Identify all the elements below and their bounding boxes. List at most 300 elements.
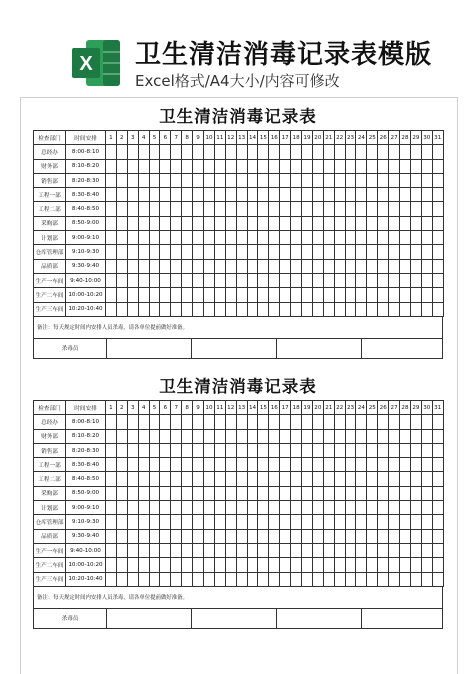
- day-check-cell[interactable]: [258, 302, 269, 316]
- day-check-cell[interactable]: [323, 429, 334, 443]
- day-check-cell[interactable]: [334, 529, 345, 543]
- day-check-cell[interactable]: [378, 472, 389, 486]
- day-check-cell[interactable]: [400, 543, 411, 557]
- day-check-cell[interactable]: [258, 443, 269, 457]
- day-check-cell[interactable]: [204, 515, 215, 529]
- day-check-cell[interactable]: [193, 515, 204, 529]
- day-check-cell[interactable]: [269, 202, 280, 216]
- day-check-cell[interactable]: [421, 558, 432, 572]
- day-check-cell[interactable]: [116, 159, 127, 173]
- day-check-cell[interactable]: [323, 145, 334, 159]
- day-check-cell[interactable]: [432, 486, 443, 500]
- day-check-cell[interactable]: [400, 288, 411, 302]
- day-check-cell[interactable]: [291, 245, 302, 259]
- day-check-cell[interactable]: [258, 231, 269, 245]
- day-check-cell[interactable]: [127, 145, 138, 159]
- day-check-cell[interactable]: [204, 558, 215, 572]
- day-check-cell[interactable]: [225, 558, 236, 572]
- day-check-cell[interactable]: [193, 273, 204, 287]
- day-check-cell[interactable]: [182, 202, 193, 216]
- day-check-cell[interactable]: [312, 558, 323, 572]
- day-check-cell[interactable]: [334, 188, 345, 202]
- day-check-cell[interactable]: [334, 145, 345, 159]
- day-check-cell[interactable]: [106, 273, 117, 287]
- day-check-cell[interactable]: [367, 188, 378, 202]
- day-check-cell[interactable]: [302, 443, 313, 457]
- day-check-cell[interactable]: [400, 259, 411, 273]
- day-check-cell[interactable]: [171, 515, 182, 529]
- day-check-cell[interactable]: [193, 572, 204, 586]
- day-check-cell[interactable]: [400, 486, 411, 500]
- day-check-cell[interactable]: [106, 515, 117, 529]
- day-check-cell[interactable]: [410, 458, 421, 472]
- day-check-cell[interactable]: [116, 529, 127, 543]
- day-check-cell[interactable]: [378, 486, 389, 500]
- day-check-cell[interactable]: [269, 415, 280, 429]
- day-check-cell[interactable]: [280, 245, 291, 259]
- day-check-cell[interactable]: [204, 501, 215, 515]
- day-check-cell[interactable]: [116, 302, 127, 316]
- day-check-cell[interactable]: [204, 145, 215, 159]
- day-check-cell[interactable]: [127, 159, 138, 173]
- day-check-cell[interactable]: [269, 515, 280, 529]
- day-check-cell[interactable]: [312, 216, 323, 230]
- day-check-cell[interactable]: [106, 501, 117, 515]
- day-check-cell[interactable]: [291, 429, 302, 443]
- day-check-cell[interactable]: [214, 472, 225, 486]
- day-check-cell[interactable]: [269, 458, 280, 472]
- day-check-cell[interactable]: [138, 173, 149, 187]
- day-check-cell[interactable]: [410, 273, 421, 287]
- day-check-cell[interactable]: [204, 486, 215, 500]
- day-check-cell[interactable]: [138, 443, 149, 457]
- day-check-cell[interactable]: [356, 501, 367, 515]
- day-check-cell[interactable]: [367, 288, 378, 302]
- day-check-cell[interactable]: [116, 572, 127, 586]
- day-check-cell[interactable]: [247, 415, 258, 429]
- day-check-cell[interactable]: [247, 501, 258, 515]
- day-check-cell[interactable]: [258, 159, 269, 173]
- day-check-cell[interactable]: [312, 443, 323, 457]
- day-check-cell[interactable]: [312, 231, 323, 245]
- day-check-cell[interactable]: [106, 259, 117, 273]
- day-check-cell[interactable]: [400, 458, 411, 472]
- day-check-cell[interactable]: [269, 245, 280, 259]
- day-check-cell[interactable]: [323, 472, 334, 486]
- day-check-cell[interactable]: [345, 415, 356, 429]
- day-check-cell[interactable]: [400, 159, 411, 173]
- day-check-cell[interactable]: [432, 429, 443, 443]
- day-check-cell[interactable]: [378, 273, 389, 287]
- day-check-cell[interactable]: [280, 486, 291, 500]
- day-check-cell[interactable]: [421, 245, 432, 259]
- day-check-cell[interactable]: [214, 572, 225, 586]
- day-check-cell[interactable]: [149, 443, 160, 457]
- day-check-cell[interactable]: [116, 188, 127, 202]
- day-check-cell[interactable]: [106, 202, 117, 216]
- day-check-cell[interactable]: [389, 259, 400, 273]
- day-check-cell[interactable]: [182, 572, 193, 586]
- day-check-cell[interactable]: [171, 558, 182, 572]
- day-check-cell[interactable]: [345, 472, 356, 486]
- day-check-cell[interactable]: [280, 173, 291, 187]
- day-check-cell[interactable]: [236, 472, 247, 486]
- day-check-cell[interactable]: [367, 472, 378, 486]
- day-check-cell[interactable]: [356, 202, 367, 216]
- day-check-cell[interactable]: [421, 288, 432, 302]
- day-check-cell[interactable]: [432, 302, 443, 316]
- day-check-cell[interactable]: [356, 558, 367, 572]
- day-check-cell[interactable]: [247, 245, 258, 259]
- day-check-cell[interactable]: [334, 501, 345, 515]
- day-check-cell[interactable]: [247, 472, 258, 486]
- day-check-cell[interactable]: [149, 245, 160, 259]
- day-check-cell[interactable]: [367, 202, 378, 216]
- day-check-cell[interactable]: [138, 529, 149, 543]
- day-check-cell[interactable]: [421, 273, 432, 287]
- day-check-cell[interactable]: [225, 188, 236, 202]
- day-check-cell[interactable]: [410, 558, 421, 572]
- day-check-cell[interactable]: [138, 458, 149, 472]
- day-check-cell[interactable]: [432, 543, 443, 557]
- day-check-cell[interactable]: [356, 288, 367, 302]
- day-check-cell[interactable]: [269, 173, 280, 187]
- day-check-cell[interactable]: [182, 558, 193, 572]
- day-check-cell[interactable]: [116, 443, 127, 457]
- day-check-cell[interactable]: [236, 273, 247, 287]
- day-check-cell[interactable]: [291, 415, 302, 429]
- day-check-cell[interactable]: [149, 543, 160, 557]
- day-check-cell[interactable]: [334, 486, 345, 500]
- day-check-cell[interactable]: [182, 216, 193, 230]
- day-check-cell[interactable]: [214, 515, 225, 529]
- day-check-cell[interactable]: [236, 529, 247, 543]
- day-check-cell[interactable]: [236, 231, 247, 245]
- day-check-cell[interactable]: [214, 458, 225, 472]
- day-check-cell[interactable]: [269, 231, 280, 245]
- day-check-cell[interactable]: [291, 558, 302, 572]
- day-check-cell[interactable]: [280, 429, 291, 443]
- day-check-cell[interactable]: [116, 273, 127, 287]
- day-check-cell[interactable]: [258, 472, 269, 486]
- day-check-cell[interactable]: [345, 173, 356, 187]
- day-check-cell[interactable]: [225, 529, 236, 543]
- day-check-cell[interactable]: [182, 515, 193, 529]
- day-check-cell[interactable]: [421, 216, 432, 230]
- day-check-cell[interactable]: [280, 415, 291, 429]
- day-check-cell[interactable]: [236, 145, 247, 159]
- day-check-cell[interactable]: [138, 288, 149, 302]
- day-check-cell[interactable]: [214, 216, 225, 230]
- day-check-cell[interactable]: [225, 572, 236, 586]
- day-check-cell[interactable]: [193, 245, 204, 259]
- day-check-cell[interactable]: [323, 458, 334, 472]
- day-check-cell[interactable]: [106, 529, 117, 543]
- day-check-cell[interactable]: [214, 302, 225, 316]
- day-check-cell[interactable]: [345, 572, 356, 586]
- day-check-cell[interactable]: [356, 188, 367, 202]
- day-check-cell[interactable]: [280, 145, 291, 159]
- day-check-cell[interactable]: [421, 173, 432, 187]
- day-check-cell[interactable]: [421, 486, 432, 500]
- day-check-cell[interactable]: [214, 543, 225, 557]
- day-check-cell[interactable]: [432, 173, 443, 187]
- day-check-cell[interactable]: [214, 273, 225, 287]
- day-check-cell[interactable]: [323, 259, 334, 273]
- day-check-cell[interactable]: [302, 188, 313, 202]
- day-check-cell[interactable]: [269, 302, 280, 316]
- day-check-cell[interactable]: [432, 458, 443, 472]
- day-check-cell[interactable]: [323, 515, 334, 529]
- day-check-cell[interactable]: [160, 558, 171, 572]
- day-check-cell[interactable]: [280, 302, 291, 316]
- day-check-cell[interactable]: [106, 486, 117, 500]
- day-check-cell[interactable]: [204, 529, 215, 543]
- day-check-cell[interactable]: [378, 543, 389, 557]
- day-check-cell[interactable]: [116, 543, 127, 557]
- day-check-cell[interactable]: [149, 472, 160, 486]
- day-check-cell[interactable]: [291, 501, 302, 515]
- day-check-cell[interactable]: [258, 288, 269, 302]
- day-check-cell[interactable]: [302, 572, 313, 586]
- day-check-cell[interactable]: [193, 159, 204, 173]
- day-check-cell[interactable]: [138, 216, 149, 230]
- day-check-cell[interactable]: [302, 486, 313, 500]
- day-check-cell[interactable]: [204, 188, 215, 202]
- day-check-cell[interactable]: [225, 429, 236, 443]
- day-check-cell[interactable]: [204, 216, 215, 230]
- day-check-cell[interactable]: [225, 231, 236, 245]
- day-check-cell[interactable]: [149, 529, 160, 543]
- day-check-cell[interactable]: [367, 458, 378, 472]
- day-check-cell[interactable]: [236, 558, 247, 572]
- day-check-cell[interactable]: [367, 558, 378, 572]
- day-check-cell[interactable]: [432, 501, 443, 515]
- day-check-cell[interactable]: [106, 245, 117, 259]
- day-check-cell[interactable]: [204, 429, 215, 443]
- day-check-cell[interactable]: [334, 173, 345, 187]
- day-check-cell[interactable]: [400, 558, 411, 572]
- day-check-cell[interactable]: [106, 159, 117, 173]
- day-check-cell[interactable]: [323, 216, 334, 230]
- day-check-cell[interactable]: [106, 173, 117, 187]
- day-check-cell[interactable]: [312, 543, 323, 557]
- day-check-cell[interactable]: [160, 145, 171, 159]
- day-check-cell[interactable]: [389, 472, 400, 486]
- day-check-cell[interactable]: [116, 173, 127, 187]
- day-check-cell[interactable]: [127, 443, 138, 457]
- day-check-cell[interactable]: [389, 443, 400, 457]
- day-check-cell[interactable]: [182, 443, 193, 457]
- day-check-cell[interactable]: [280, 273, 291, 287]
- day-check-cell[interactable]: [127, 273, 138, 287]
- day-check-cell[interactable]: [345, 501, 356, 515]
- day-check-cell[interactable]: [247, 159, 258, 173]
- day-check-cell[interactable]: [149, 458, 160, 472]
- day-check-cell[interactable]: [334, 288, 345, 302]
- day-check-cell[interactable]: [432, 288, 443, 302]
- day-check-cell[interactable]: [138, 273, 149, 287]
- day-check-cell[interactable]: [225, 515, 236, 529]
- day-check-cell[interactable]: [193, 458, 204, 472]
- day-check-cell[interactable]: [127, 529, 138, 543]
- day-check-cell[interactable]: [247, 173, 258, 187]
- day-check-cell[interactable]: [193, 231, 204, 245]
- day-check-cell[interactable]: [356, 159, 367, 173]
- day-check-cell[interactable]: [116, 429, 127, 443]
- day-check-cell[interactable]: [432, 273, 443, 287]
- day-check-cell[interactable]: [171, 188, 182, 202]
- day-check-cell[interactable]: [280, 202, 291, 216]
- day-check-cell[interactable]: [400, 202, 411, 216]
- day-check-cell[interactable]: [323, 543, 334, 557]
- day-check-cell[interactable]: [356, 515, 367, 529]
- day-check-cell[interactable]: [269, 429, 280, 443]
- day-check-cell[interactable]: [171, 145, 182, 159]
- day-check-cell[interactable]: [269, 443, 280, 457]
- day-check-cell[interactable]: [410, 443, 421, 457]
- day-check-cell[interactable]: [367, 259, 378, 273]
- day-check-cell[interactable]: [160, 159, 171, 173]
- day-check-cell[interactable]: [116, 245, 127, 259]
- day-check-cell[interactable]: [334, 515, 345, 529]
- day-check-cell[interactable]: [160, 288, 171, 302]
- day-check-cell[interactable]: [214, 188, 225, 202]
- day-check-cell[interactable]: [410, 288, 421, 302]
- day-check-cell[interactable]: [138, 472, 149, 486]
- day-check-cell[interactable]: [106, 231, 117, 245]
- day-check-cell[interactable]: [378, 231, 389, 245]
- day-check-cell[interactable]: [421, 501, 432, 515]
- day-check-cell[interactable]: [258, 486, 269, 500]
- day-check-cell[interactable]: [127, 173, 138, 187]
- day-check-cell[interactable]: [378, 202, 389, 216]
- day-check-cell[interactable]: [106, 572, 117, 586]
- day-check-cell[interactable]: [214, 443, 225, 457]
- day-check-cell[interactable]: [204, 415, 215, 429]
- day-check-cell[interactable]: [432, 472, 443, 486]
- day-check-cell[interactable]: [345, 543, 356, 557]
- day-check-cell[interactable]: [236, 159, 247, 173]
- day-check-cell[interactable]: [160, 472, 171, 486]
- day-check-cell[interactable]: [225, 472, 236, 486]
- day-check-cell[interactable]: [421, 429, 432, 443]
- day-check-cell[interactable]: [106, 472, 117, 486]
- day-check-cell[interactable]: [138, 501, 149, 515]
- day-check-cell[interactable]: [302, 458, 313, 472]
- day-check-cell[interactable]: [116, 288, 127, 302]
- day-check-cell[interactable]: [421, 259, 432, 273]
- day-check-cell[interactable]: [258, 273, 269, 287]
- day-check-cell[interactable]: [356, 443, 367, 457]
- day-check-cell[interactable]: [182, 458, 193, 472]
- day-check-cell[interactable]: [138, 259, 149, 273]
- day-check-cell[interactable]: [312, 429, 323, 443]
- day-check-cell[interactable]: [106, 145, 117, 159]
- day-check-cell[interactable]: [269, 159, 280, 173]
- day-check-cell[interactable]: [171, 173, 182, 187]
- day-check-cell[interactable]: [291, 472, 302, 486]
- day-check-cell[interactable]: [160, 173, 171, 187]
- day-check-cell[interactable]: [356, 429, 367, 443]
- day-check-cell[interactable]: [171, 231, 182, 245]
- day-check-cell[interactable]: [291, 572, 302, 586]
- day-check-cell[interactable]: [389, 188, 400, 202]
- day-check-cell[interactable]: [106, 558, 117, 572]
- day-check-cell[interactable]: [367, 159, 378, 173]
- day-check-cell[interactable]: [160, 543, 171, 557]
- day-check-cell[interactable]: [149, 231, 160, 245]
- day-check-cell[interactable]: [171, 486, 182, 500]
- day-check-cell[interactable]: [204, 159, 215, 173]
- day-check-cell[interactable]: [389, 159, 400, 173]
- day-check-cell[interactable]: [116, 472, 127, 486]
- day-check-cell[interactable]: [367, 486, 378, 500]
- day-check-cell[interactable]: [356, 486, 367, 500]
- day-check-cell[interactable]: [138, 543, 149, 557]
- day-check-cell[interactable]: [312, 245, 323, 259]
- day-check-cell[interactable]: [367, 216, 378, 230]
- day-check-cell[interactable]: [432, 529, 443, 543]
- day-check-cell[interactable]: [182, 501, 193, 515]
- day-check-cell[interactable]: [291, 216, 302, 230]
- day-check-cell[interactable]: [204, 288, 215, 302]
- day-check-cell[interactable]: [193, 216, 204, 230]
- day-check-cell[interactable]: [378, 259, 389, 273]
- day-check-cell[interactable]: [149, 259, 160, 273]
- day-check-cell[interactable]: [378, 173, 389, 187]
- day-check-cell[interactable]: [204, 443, 215, 457]
- day-check-cell[interactable]: [171, 159, 182, 173]
- day-check-cell[interactable]: [149, 216, 160, 230]
- day-check-cell[interactable]: [280, 259, 291, 273]
- day-check-cell[interactable]: [149, 173, 160, 187]
- day-check-cell[interactable]: [225, 501, 236, 515]
- day-check-cell[interactable]: [334, 458, 345, 472]
- day-check-cell[interactable]: [280, 558, 291, 572]
- sign-cell[interactable]: [277, 609, 362, 628]
- day-check-cell[interactable]: [334, 231, 345, 245]
- day-check-cell[interactable]: [149, 188, 160, 202]
- day-check-cell[interactable]: [193, 173, 204, 187]
- day-check-cell[interactable]: [356, 273, 367, 287]
- day-check-cell[interactable]: [323, 302, 334, 316]
- day-check-cell[interactable]: [323, 501, 334, 515]
- day-check-cell[interactable]: [138, 558, 149, 572]
- day-check-cell[interactable]: [247, 443, 258, 457]
- day-check-cell[interactable]: [345, 458, 356, 472]
- day-check-cell[interactable]: [367, 231, 378, 245]
- day-check-cell[interactable]: [204, 231, 215, 245]
- day-check-cell[interactable]: [421, 515, 432, 529]
- day-check-cell[interactable]: [160, 216, 171, 230]
- day-check-cell[interactable]: [356, 145, 367, 159]
- day-check-cell[interactable]: [421, 231, 432, 245]
- day-check-cell[interactable]: [280, 472, 291, 486]
- day-check-cell[interactable]: [302, 259, 313, 273]
- day-check-cell[interactable]: [410, 501, 421, 515]
- sign-cell[interactable]: [192, 609, 277, 628]
- day-check-cell[interactable]: [410, 145, 421, 159]
- day-check-cell[interactable]: [334, 415, 345, 429]
- day-check-cell[interactable]: [258, 429, 269, 443]
- day-check-cell[interactable]: [302, 515, 313, 529]
- day-check-cell[interactable]: [258, 543, 269, 557]
- day-check-cell[interactable]: [323, 245, 334, 259]
- day-check-cell[interactable]: [182, 302, 193, 316]
- day-check-cell[interactable]: [367, 543, 378, 557]
- day-check-cell[interactable]: [160, 443, 171, 457]
